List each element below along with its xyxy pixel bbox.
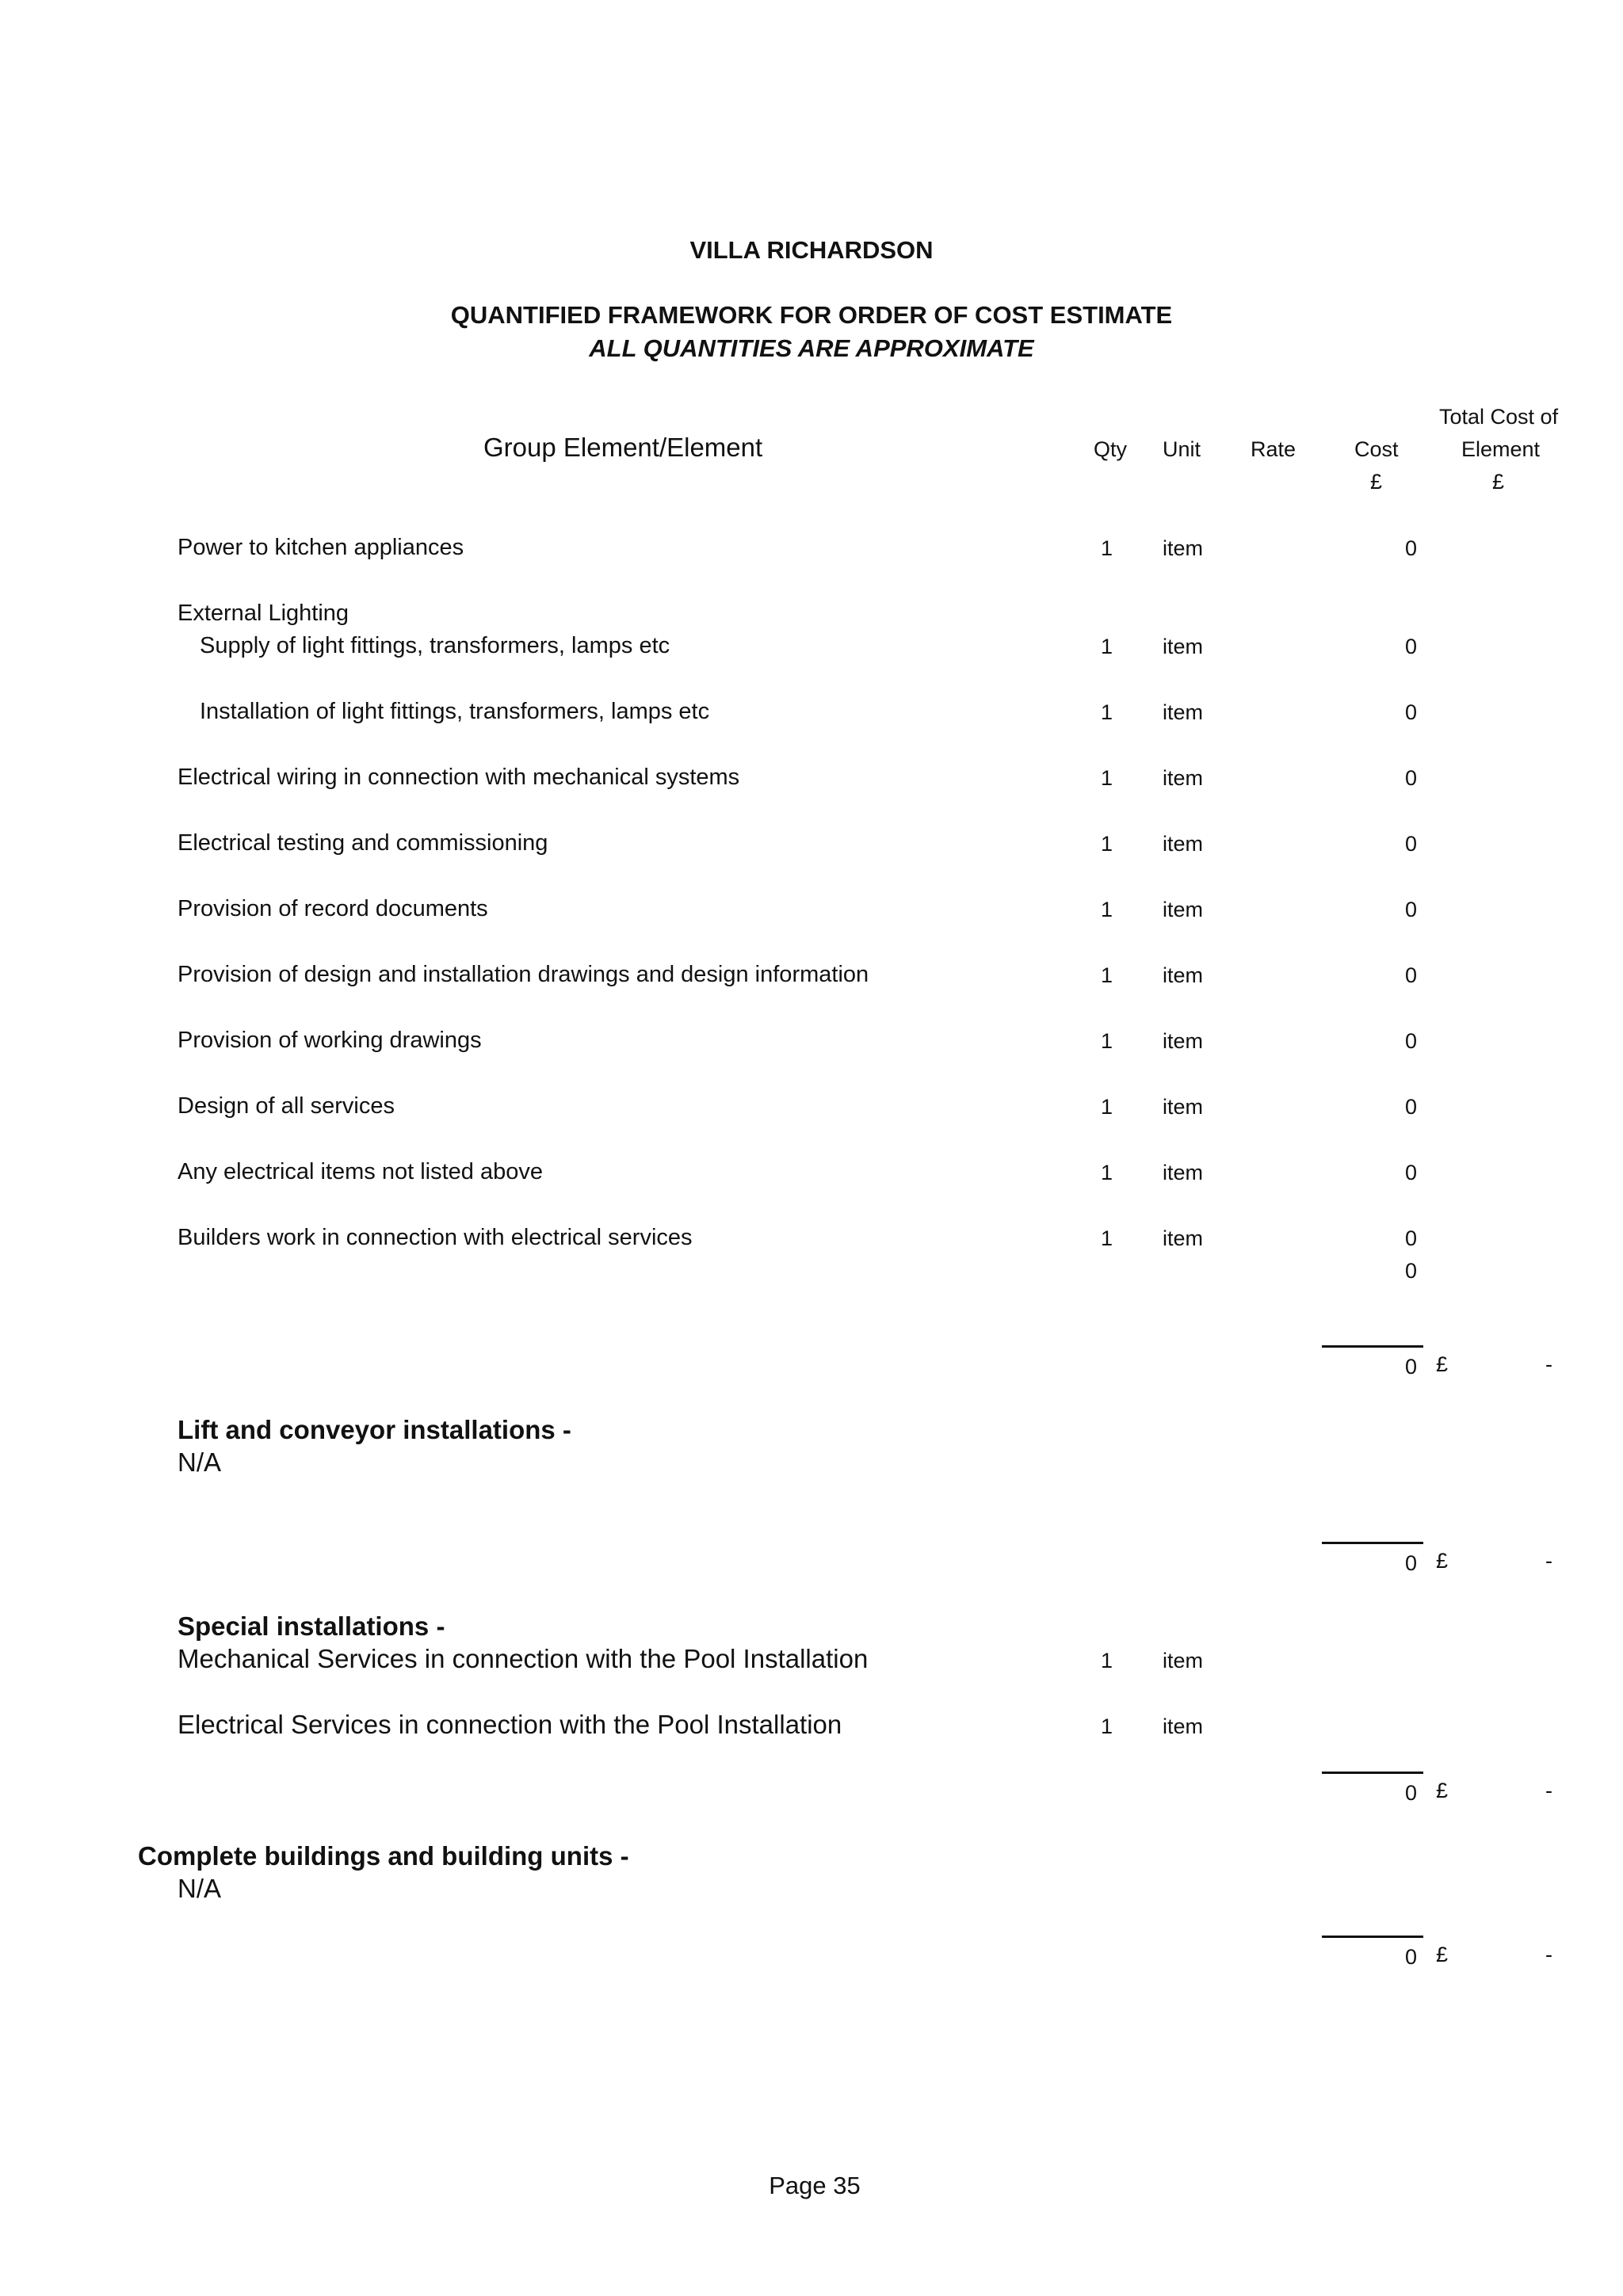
- column-header-element: Group Element/Element: [483, 433, 763, 462]
- row-unit: item: [1163, 1161, 1204, 1184]
- row-cost: 0: [1404, 635, 1417, 658]
- section-heading-complete: Complete buildings and building units -: [138, 1841, 629, 1871]
- section-note-lift: N/A: [178, 1447, 222, 1477]
- row-description: Provision of record documents: [178, 896, 488, 921]
- project-title: VILLA RICHARDSON: [689, 236, 934, 264]
- row-cost: 0: [1404, 898, 1417, 921]
- electrical-extra-cost: 0: [1404, 1259, 1417, 1283]
- row-description: Electrical testing and commissioning: [178, 830, 548, 856]
- subtotal-currency: £: [1436, 1352, 1449, 1376]
- section-note-complete: N/A: [178, 1874, 222, 1903]
- row-description: Mechanical Services in connection with the Pool Installation: [178, 1644, 869, 1673]
- row-cost: 0: [1404, 1226, 1417, 1250]
- column-header-cost: Cost: [1354, 437, 1399, 461]
- row-qty: 1: [1101, 635, 1113, 658]
- subtotal-total: -: [1545, 1352, 1552, 1376]
- row-cost: 0: [1404, 963, 1417, 987]
- row-unit: item: [1163, 1649, 1204, 1672]
- column-header-cost-currency: £: [1370, 470, 1383, 494]
- row-cost: 0: [1404, 1095, 1417, 1119]
- row-unit: item: [1163, 700, 1204, 724]
- subtotal-rule: [1322, 1772, 1423, 1774]
- row-unit: item: [1163, 1095, 1204, 1119]
- row-unit: item: [1163, 1029, 1204, 1053]
- row-description: External Lighting: [178, 601, 349, 626]
- row-description: Supply of light fittings, transformers, lamps etc: [200, 633, 670, 658]
- row-cost: 0: [1404, 536, 1417, 560]
- subtotal-cost: 0: [1404, 1781, 1417, 1805]
- row-description: Builders work in connection with electrical services: [178, 1225, 693, 1250]
- row-qty: 1: [1101, 766, 1113, 790]
- column-header-rate: Rate: [1251, 437, 1296, 461]
- row-qty: 1: [1101, 832, 1113, 856]
- page-number: Page 35: [769, 2172, 861, 2199]
- row-description: Provision of working drawings: [178, 1028, 482, 1053]
- row-description: Electrical wiring in connection with mechanical systems: [178, 765, 740, 790]
- subtotal-total: -: [1545, 1943, 1552, 1966]
- row-cost: 0: [1404, 1029, 1417, 1053]
- row-qty: 1: [1101, 898, 1113, 921]
- subtotal-currency: £: [1436, 1779, 1449, 1802]
- subtotal-cost: 0: [1404, 1945, 1417, 1969]
- subtotal-rule: [1322, 1345, 1423, 1348]
- row-unit: item: [1163, 963, 1204, 987]
- row-description: Provision of design and installation drawings and design information: [178, 962, 869, 987]
- subtotal-currency: £: [1436, 1549, 1449, 1573]
- column-header-total-line2: Element: [1461, 437, 1541, 461]
- subtotal-cost: 0: [1404, 1355, 1417, 1379]
- row-unit: item: [1163, 1226, 1204, 1250]
- row-unit: item: [1163, 1714, 1204, 1738]
- row-unit: item: [1163, 832, 1204, 856]
- row-description: Electrical Services in connection with the Pool Installation: [178, 1710, 842, 1739]
- subtotal-cost: 0: [1404, 1551, 1417, 1575]
- subtotal-total: -: [1545, 1549, 1552, 1573]
- subtotal-rule: [1322, 1542, 1423, 1544]
- subtotal-rule: [1322, 1936, 1423, 1938]
- row-cost: 0: [1404, 1161, 1417, 1184]
- row-description: Installation of light fittings, transformers, lamps etc: [200, 699, 710, 724]
- row-unit: item: [1163, 766, 1204, 790]
- row-qty: 1: [1101, 1095, 1113, 1119]
- row-description: Design of all services: [178, 1093, 395, 1119]
- row-qty: 1: [1101, 963, 1113, 987]
- row-cost: 0: [1404, 700, 1417, 724]
- row-qty: 1: [1101, 700, 1113, 724]
- column-header-unit: Unit: [1163, 437, 1201, 461]
- row-description: Power to kitchen appliances: [178, 535, 464, 560]
- row-qty: 1: [1101, 536, 1113, 560]
- row-qty: 1: [1101, 1649, 1113, 1672]
- row-qty: 1: [1101, 1226, 1113, 1250]
- row-cost: 0: [1404, 832, 1417, 856]
- column-header-total-currency: £: [1492, 470, 1505, 494]
- row-qty: 1: [1101, 1029, 1113, 1053]
- row-cost: 0: [1404, 766, 1417, 790]
- framework-title: QUANTIFIED FRAMEWORK FOR ORDER OF COST ESTIMATE: [450, 301, 1173, 329]
- row-description: Any electrical items not listed above: [178, 1159, 543, 1184]
- column-header-total-line1: Total Cost of: [1439, 405, 1559, 429]
- row-unit: item: [1163, 536, 1204, 560]
- row-qty: 1: [1101, 1714, 1113, 1738]
- subtotal-currency: £: [1436, 1943, 1449, 1966]
- row-qty: 1: [1101, 1161, 1113, 1184]
- row-unit: item: [1163, 898, 1204, 921]
- row-unit: item: [1163, 635, 1204, 658]
- column-header-qty: Qty: [1094, 437, 1128, 461]
- subtotal-total: -: [1545, 1779, 1552, 1802]
- approximate-note: ALL QUANTITIES ARE APPROXIMATE: [589, 334, 1034, 362]
- section-heading-lift: Lift and conveyor installations -: [178, 1415, 571, 1444]
- section-heading-special: Special installations -: [178, 1611, 445, 1641]
